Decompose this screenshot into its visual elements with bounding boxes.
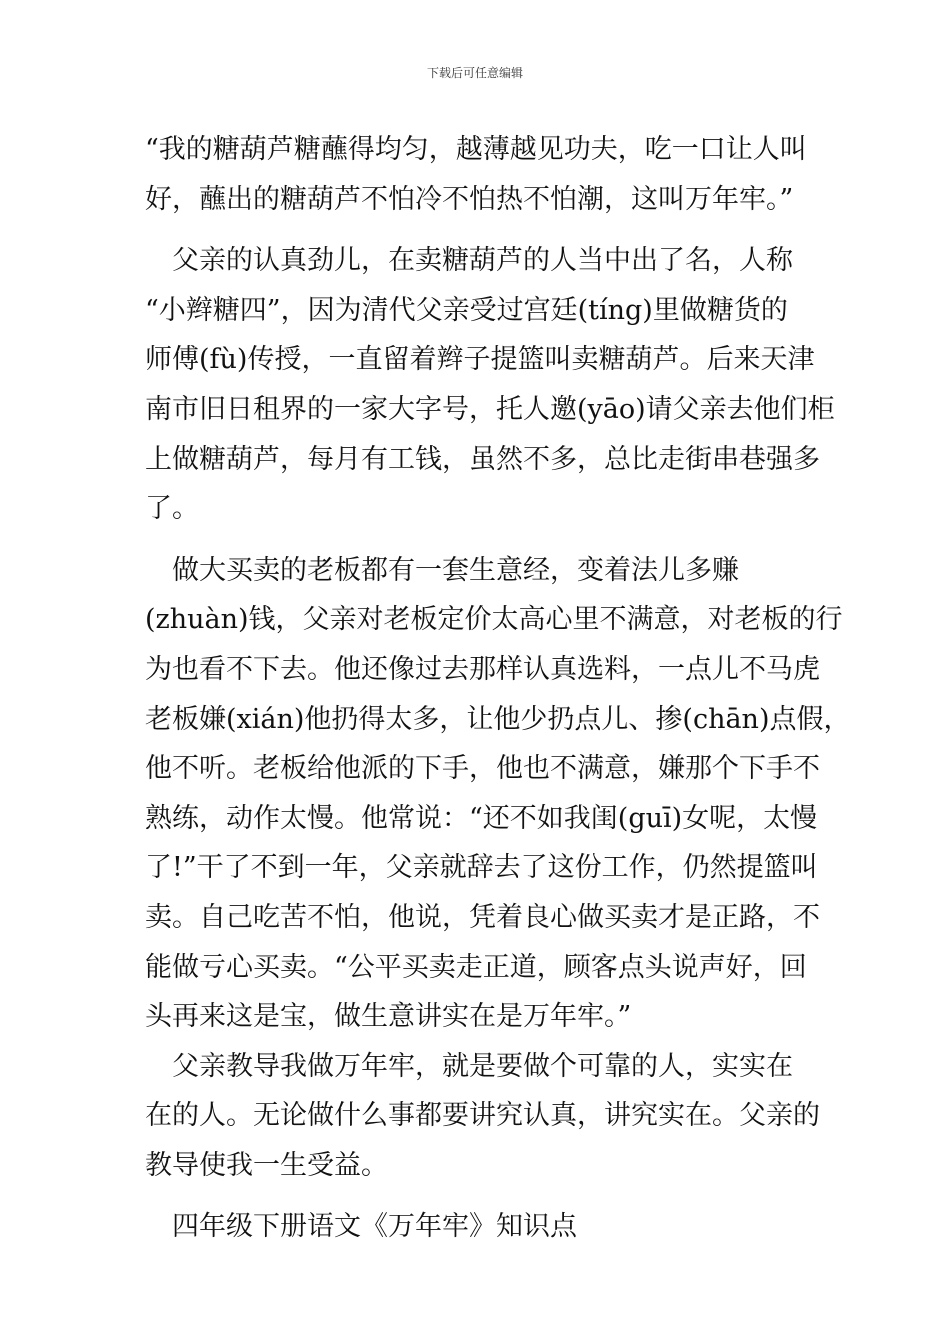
text-line: 南市旧日租界的一家大字号，托人邀(yāo)请父亲去他们柜: [145, 393, 835, 425]
paragraph: [145, 236, 835, 534]
text-line: 头再来这是宝，做生意讲实在是万年牢。”: [145, 1001, 632, 1033]
text-line: 在的人。无论做什么事都要讲究认真，讲究实在。父亲的: [145, 1100, 820, 1132]
page-header: 下载后可任意编辑: [426, 66, 523, 80]
text-line: 教导使我一生受益。: [145, 1149, 388, 1181]
paragraph: [145, 125, 810, 224]
section-heading: 四年级下册语文《万年牢》知识点: [145, 1211, 577, 1243]
text-line: 上做糖葫芦，每月有工钱，虽然不多，总比走街串巷强多: [145, 443, 820, 475]
text-line: 卖。自己吃苦不怕，他说，凭着良心做买卖才是正路，不: [145, 901, 820, 933]
text-line: 父亲教导我做万年牢，就是要做个可靠的人，实实在: [145, 1050, 793, 1082]
text-line: 好，蘸出的糖葫芦不怕冷不怕热不怕潮，这叫万年牢。”: [145, 183, 794, 215]
text-line: 师傅(fù)传授，一直留着辫子提篮叫卖糖葫芦。后来天津: [145, 344, 815, 376]
text-line: “小辫糖四”，因为清代父亲受过宫廷(tíng)里做糖货的: [145, 294, 788, 326]
text-line: 了。: [145, 493, 199, 525]
text-line: 熟练，动作太慢。他常说：“还不如我闺(guī)女呢，太慢: [145, 802, 818, 834]
text-line: 他不听。老板给他派的下手，他也不满意，嫌那个下手不: [145, 753, 820, 785]
text-line: 能做亏心买卖。“公平买卖走正道，顾客点头说声好，回: [145, 951, 807, 983]
text-line: 做大买卖的老板都有一套生意经，变着法儿多赚: [145, 554, 739, 586]
text-line: 为也看不下去。他还像过去那样认真选料，一点儿不马虎: [145, 653, 820, 685]
text-line: 了!”干了不到一年，父亲就辞去了这份工作，仍然提篮叫: [145, 852, 818, 884]
document-body: [145, 125, 851, 1252]
paragraph: [145, 1202, 810, 1252]
paragraph: [145, 546, 851, 1042]
text-line: 父亲的认真劲儿，在卖糖葫芦的人当中出了名，人称: [145, 245, 793, 277]
text-line: (zhuàn)钱，父亲对老板定价太高心里不满意，对老板的行: [145, 604, 843, 636]
paragraph: [145, 1042, 820, 1191]
text-line: “我的糖葫芦糖蘸得均匀，越薄越见功夫，吃一口让人叫: [145, 134, 807, 165]
text-line: 老板嫌(xián)他扔得太多，让他少扔点儿、掺(chān)点假，: [145, 703, 851, 735]
